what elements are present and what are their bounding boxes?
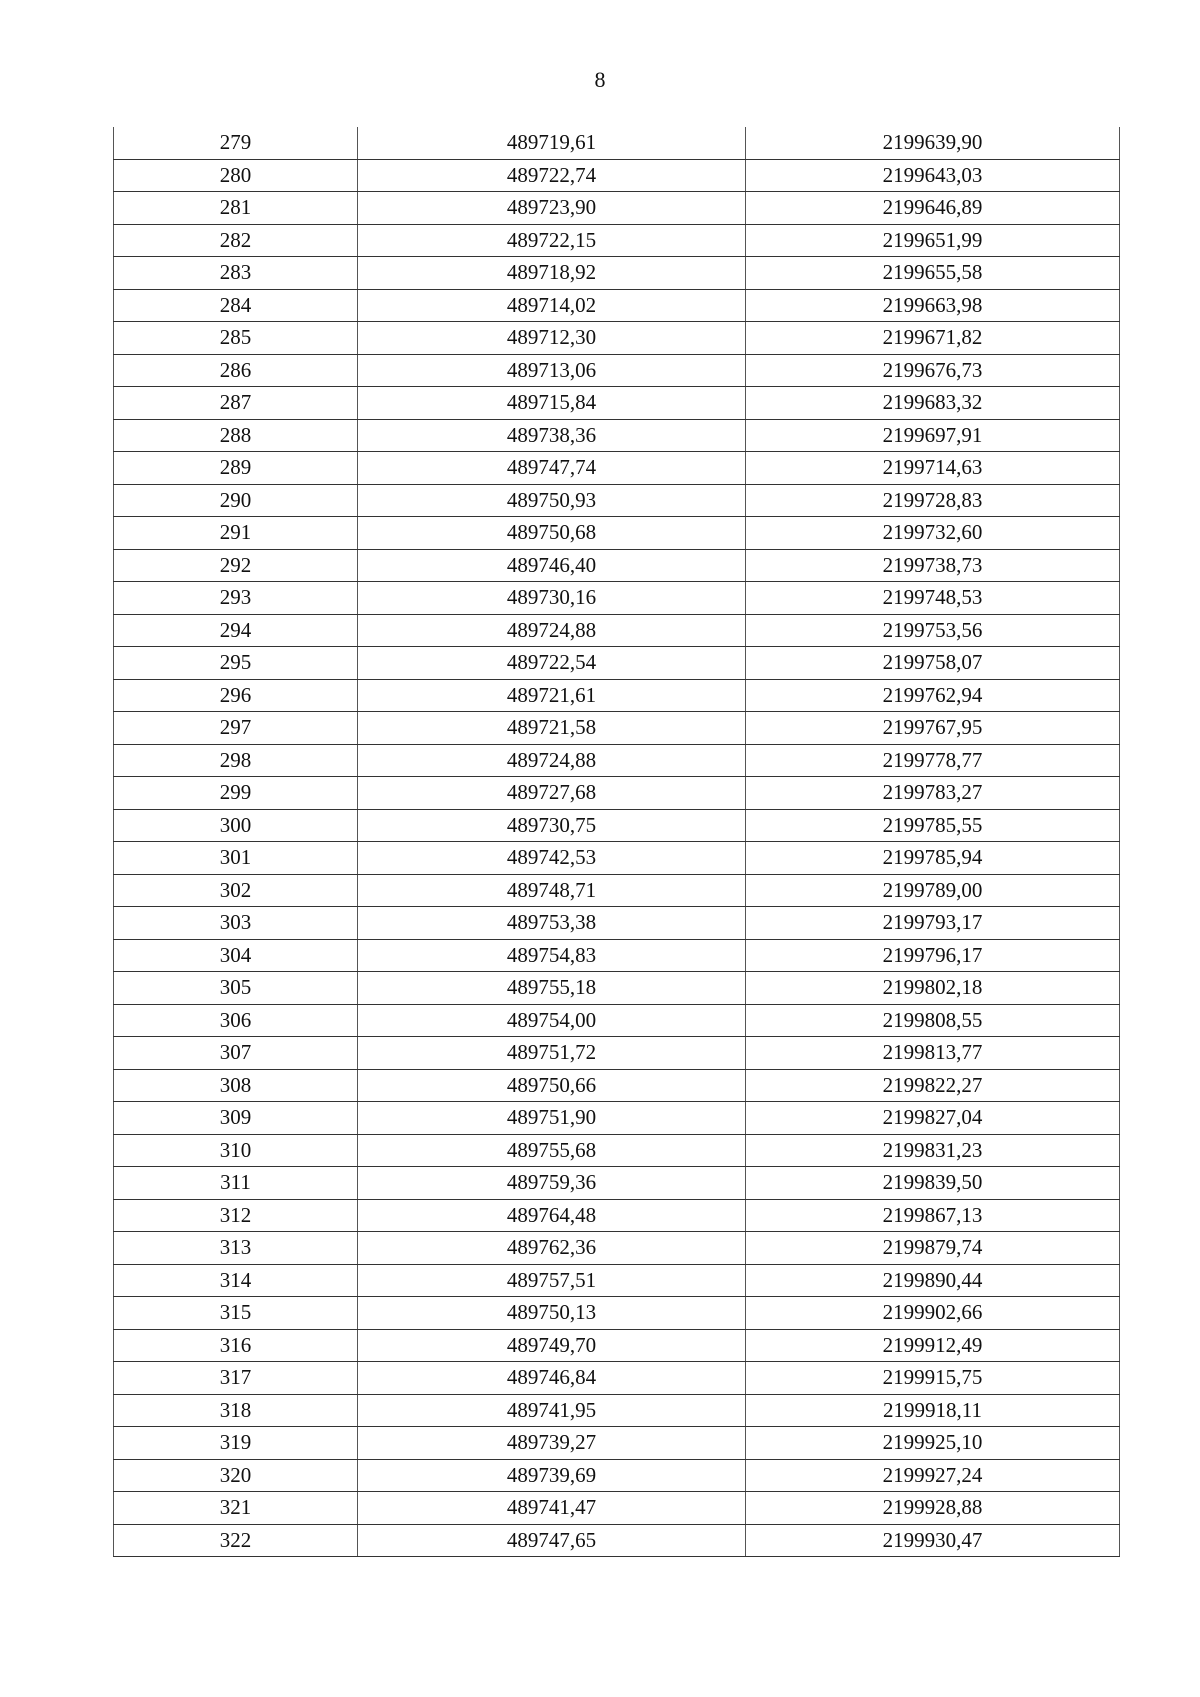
y-coordinate-cell: 2199839,50 [746, 1167, 1120, 1200]
y-coordinate-cell: 2199655,58 [746, 257, 1120, 290]
x-coordinate-cell: 489750,13 [358, 1297, 746, 1330]
x-coordinate-cell: 489747,74 [358, 452, 746, 485]
point-number-cell: 298 [114, 744, 358, 777]
y-coordinate-cell: 2199927,24 [746, 1459, 1120, 1492]
y-coordinate-cell: 2199867,13 [746, 1199, 1120, 1232]
y-coordinate-cell: 2199778,77 [746, 744, 1120, 777]
x-coordinate-cell: 489715,84 [358, 387, 746, 420]
y-coordinate-cell: 2199813,77 [746, 1037, 1120, 1070]
x-coordinate-cell: 489747,65 [358, 1524, 746, 1557]
table-row [114, 744, 1120, 777]
table-row [114, 712, 1120, 745]
table-row [114, 842, 1120, 875]
x-coordinate-cell: 489750,68 [358, 517, 746, 550]
y-coordinate-cell: 2199802,18 [746, 972, 1120, 1005]
x-coordinate-cell: 489718,92 [358, 257, 746, 290]
coordinates-table [113, 127, 1120, 1557]
y-coordinate-cell: 2199671,82 [746, 322, 1120, 355]
table-row [114, 1232, 1120, 1265]
point-number-cell: 291 [114, 517, 358, 550]
point-number-cell: 312 [114, 1199, 358, 1232]
y-coordinate-cell: 2199928,88 [746, 1492, 1120, 1525]
table-row [114, 939, 1120, 972]
table-row [114, 1362, 1120, 1395]
y-coordinate-cell: 2199785,94 [746, 842, 1120, 875]
y-coordinate-cell: 2199831,23 [746, 1134, 1120, 1167]
x-coordinate-cell: 489739,69 [358, 1459, 746, 1492]
y-coordinate-cell: 2199912,49 [746, 1329, 1120, 1362]
y-coordinate-cell: 2199902,66 [746, 1297, 1120, 1330]
x-coordinate-cell: 489724,88 [358, 614, 746, 647]
x-coordinate-cell: 489742,53 [358, 842, 746, 875]
table-row [114, 1134, 1120, 1167]
x-coordinate-cell: 489739,27 [358, 1427, 746, 1460]
point-number-cell: 294 [114, 614, 358, 647]
point-number-cell: 285 [114, 322, 358, 355]
y-coordinate-cell: 2199646,89 [746, 192, 1120, 225]
x-coordinate-cell: 489751,90 [358, 1102, 746, 1135]
table-row [114, 1329, 1120, 1362]
table-row [114, 127, 1120, 159]
point-number-cell: 295 [114, 647, 358, 680]
y-coordinate-cell: 2199738,73 [746, 549, 1120, 582]
x-coordinate-cell: 489724,88 [358, 744, 746, 777]
table-row [114, 1297, 1120, 1330]
point-number-cell: 288 [114, 419, 358, 452]
table-row [114, 224, 1120, 257]
y-coordinate-cell: 2199676,73 [746, 354, 1120, 387]
table-row [114, 1459, 1120, 1492]
y-coordinate-cell: 2199762,94 [746, 679, 1120, 712]
point-number-cell: 284 [114, 289, 358, 322]
x-coordinate-cell: 489753,38 [358, 907, 746, 940]
table-row [114, 354, 1120, 387]
x-coordinate-cell: 489764,48 [358, 1199, 746, 1232]
x-coordinate-cell: 489762,36 [358, 1232, 746, 1265]
x-coordinate-cell: 489759,36 [358, 1167, 746, 1200]
table-row [114, 419, 1120, 452]
table-row [114, 874, 1120, 907]
table-row [114, 322, 1120, 355]
point-number-cell: 306 [114, 1004, 358, 1037]
x-coordinate-cell: 489722,54 [358, 647, 746, 680]
table-row [114, 1167, 1120, 1200]
y-coordinate-cell: 2199697,91 [746, 419, 1120, 452]
table-row [114, 159, 1120, 192]
point-number-cell: 304 [114, 939, 358, 972]
point-number-cell: 308 [114, 1069, 358, 1102]
x-coordinate-cell: 489730,75 [358, 809, 746, 842]
table-row [114, 647, 1120, 680]
table-row [114, 1264, 1120, 1297]
y-coordinate-cell: 2199796,17 [746, 939, 1120, 972]
table-row [114, 484, 1120, 517]
y-coordinate-cell: 2199753,56 [746, 614, 1120, 647]
point-number-cell: 315 [114, 1297, 358, 1330]
y-coordinate-cell: 2199783,27 [746, 777, 1120, 810]
table-row [114, 1102, 1120, 1135]
y-coordinate-cell: 2199758,07 [746, 647, 1120, 680]
page-number: 8 [594, 67, 606, 92]
table-row [114, 1037, 1120, 1070]
point-number-cell: 313 [114, 1232, 358, 1265]
point-number-cell: 314 [114, 1264, 358, 1297]
table-row [114, 1069, 1120, 1102]
y-coordinate-cell: 2199651,99 [746, 224, 1120, 257]
y-coordinate-cell: 2199767,95 [746, 712, 1120, 745]
point-number-cell: 289 [114, 452, 358, 485]
point-number-cell: 307 [114, 1037, 358, 1070]
table-row [114, 289, 1120, 322]
y-coordinate-cell: 2199808,55 [746, 1004, 1120, 1037]
point-number-cell: 317 [114, 1362, 358, 1395]
table-row [114, 1199, 1120, 1232]
table-row [114, 777, 1120, 810]
point-number-cell: 309 [114, 1102, 358, 1135]
x-coordinate-cell: 489748,71 [358, 874, 746, 907]
x-coordinate-cell: 489750,66 [358, 1069, 746, 1102]
x-coordinate-cell: 489714,02 [358, 289, 746, 322]
point-number-cell: 311 [114, 1167, 358, 1200]
x-coordinate-cell: 489721,61 [358, 679, 746, 712]
table-row [114, 387, 1120, 420]
x-coordinate-cell: 489750,93 [358, 484, 746, 517]
y-coordinate-cell: 2199683,32 [746, 387, 1120, 420]
y-coordinate-cell: 2199915,75 [746, 1362, 1120, 1395]
point-number-cell: 321 [114, 1492, 358, 1525]
point-number-cell: 303 [114, 907, 358, 940]
coordinates-table-body [114, 127, 1120, 1557]
x-coordinate-cell: 489741,95 [358, 1394, 746, 1427]
table-row [114, 1524, 1120, 1557]
y-coordinate-cell: 2199925,10 [746, 1427, 1120, 1460]
point-number-cell: 297 [114, 712, 358, 745]
x-coordinate-cell: 489746,40 [358, 549, 746, 582]
point-number-cell: 302 [114, 874, 358, 907]
y-coordinate-cell: 2199918,11 [746, 1394, 1120, 1427]
y-coordinate-cell: 2199930,47 [746, 1524, 1120, 1557]
x-coordinate-cell: 489754,83 [358, 939, 746, 972]
x-coordinate-cell: 489719,61 [358, 127, 746, 159]
x-coordinate-cell: 489755,68 [358, 1134, 746, 1167]
table-row [114, 1427, 1120, 1460]
table-row [114, 809, 1120, 842]
x-coordinate-cell: 489754,00 [358, 1004, 746, 1037]
table-row [114, 1004, 1120, 1037]
point-number-cell: 318 [114, 1394, 358, 1427]
x-coordinate-cell: 489746,84 [358, 1362, 746, 1395]
point-number-cell: 283 [114, 257, 358, 290]
table-row [114, 679, 1120, 712]
table-row [114, 582, 1120, 615]
x-coordinate-cell: 489727,68 [358, 777, 746, 810]
x-coordinate-cell: 489757,51 [358, 1264, 746, 1297]
y-coordinate-cell: 2199643,03 [746, 159, 1120, 192]
y-coordinate-cell: 2199890,44 [746, 1264, 1120, 1297]
x-coordinate-cell: 489721,58 [358, 712, 746, 745]
x-coordinate-cell: 489738,36 [358, 419, 746, 452]
x-coordinate-cell: 489722,15 [358, 224, 746, 257]
table-row [114, 452, 1120, 485]
point-number-cell: 316 [114, 1329, 358, 1362]
point-number-cell: 279 [114, 127, 358, 159]
table-row [114, 1492, 1120, 1525]
x-coordinate-cell: 489713,06 [358, 354, 746, 387]
y-coordinate-cell: 2199793,17 [746, 907, 1120, 940]
table-row [114, 517, 1120, 550]
y-coordinate-cell: 2199879,74 [746, 1232, 1120, 1265]
table-row [114, 549, 1120, 582]
point-number-cell: 322 [114, 1524, 358, 1557]
point-number-cell: 310 [114, 1134, 358, 1167]
y-coordinate-cell: 2199732,60 [746, 517, 1120, 550]
y-coordinate-cell: 2199714,63 [746, 452, 1120, 485]
table-row [114, 1394, 1120, 1427]
point-number-cell: 280 [114, 159, 358, 192]
y-coordinate-cell: 2199827,04 [746, 1102, 1120, 1135]
point-number-cell: 319 [114, 1427, 358, 1460]
point-number-cell: 305 [114, 972, 358, 1005]
table-row [114, 972, 1120, 1005]
y-coordinate-cell: 2199789,00 [746, 874, 1120, 907]
point-number-cell: 300 [114, 809, 358, 842]
table-row [114, 614, 1120, 647]
y-coordinate-cell: 2199639,90 [746, 127, 1120, 159]
x-coordinate-cell: 489723,90 [358, 192, 746, 225]
x-coordinate-cell: 489755,18 [358, 972, 746, 1005]
table-row [114, 907, 1120, 940]
point-number-cell: 281 [114, 192, 358, 225]
point-number-cell: 287 [114, 387, 358, 420]
y-coordinate-cell: 2199748,53 [746, 582, 1120, 615]
point-number-cell: 320 [114, 1459, 358, 1492]
point-number-cell: 296 [114, 679, 358, 712]
point-number-cell: 290 [114, 484, 358, 517]
y-coordinate-cell: 2199822,27 [746, 1069, 1120, 1102]
point-number-cell: 286 [114, 354, 358, 387]
point-number-cell: 282 [114, 224, 358, 257]
x-coordinate-cell: 489712,30 [358, 322, 746, 355]
x-coordinate-cell: 489741,47 [358, 1492, 746, 1525]
table-row [114, 192, 1120, 225]
y-coordinate-cell: 2199663,98 [746, 289, 1120, 322]
point-number-cell: 293 [114, 582, 358, 615]
x-coordinate-cell: 489722,74 [358, 159, 746, 192]
point-number-cell: 301 [114, 842, 358, 875]
x-coordinate-cell: 489749,70 [358, 1329, 746, 1362]
y-coordinate-cell: 2199728,83 [746, 484, 1120, 517]
y-coordinate-cell: 2199785,55 [746, 809, 1120, 842]
x-coordinate-cell: 489751,72 [358, 1037, 746, 1070]
x-coordinate-cell: 489730,16 [358, 582, 746, 615]
table-row [114, 257, 1120, 290]
point-number-cell: 299 [114, 777, 358, 810]
point-number-cell: 292 [114, 549, 358, 582]
